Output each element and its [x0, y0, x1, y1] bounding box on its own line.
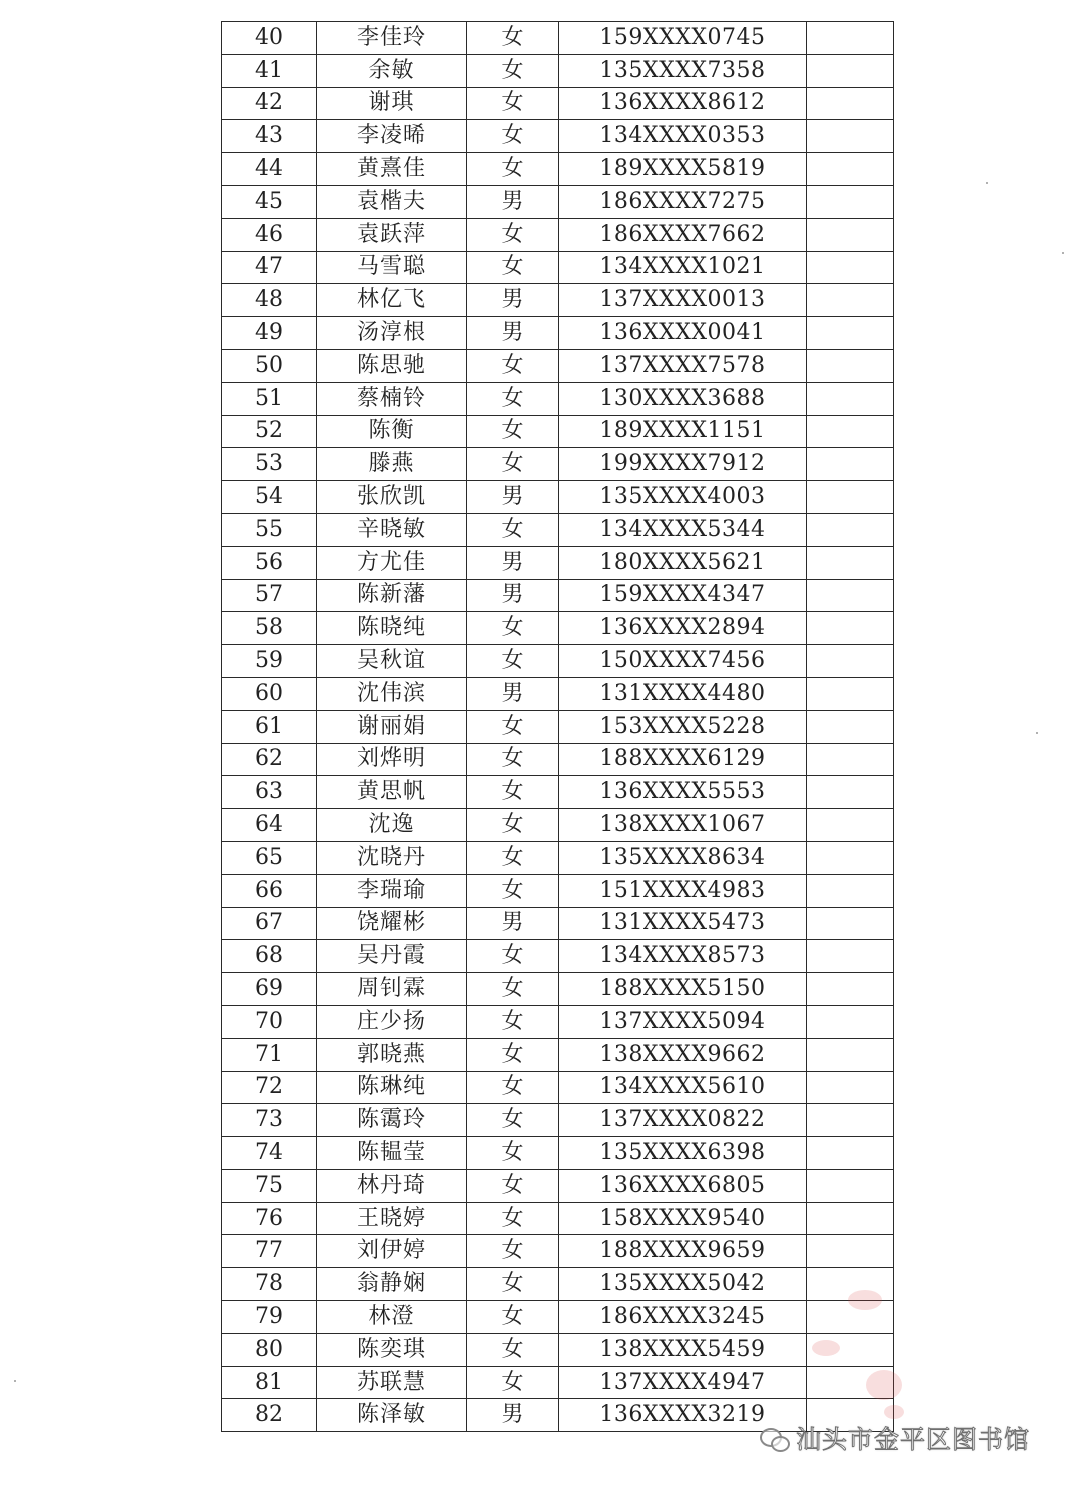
- table-row: [222, 1235, 894, 1268]
- scan-speck: [986, 182, 988, 184]
- gender-cell: 女: [467, 1104, 559, 1137]
- remarks-cell: [807, 317, 894, 350]
- table-row: [222, 1071, 894, 1104]
- remarks-cell: [807, 1202, 894, 1235]
- name-cell: 黄思帆: [317, 776, 467, 809]
- row-number-cell: 47: [222, 251, 317, 284]
- row-number-cell: 72: [222, 1071, 317, 1104]
- table-row: [222, 677, 894, 710]
- row-number-cell: 78: [222, 1268, 317, 1301]
- remarks-cell: [807, 22, 894, 55]
- name-cell: 林澄: [317, 1301, 467, 1334]
- remarks-cell: [807, 874, 894, 907]
- row-number-cell: 81: [222, 1366, 317, 1399]
- gender-cell: 女: [467, 1301, 559, 1334]
- gender-cell: 男: [467, 546, 559, 579]
- name-cell: 李佳玲: [317, 22, 467, 55]
- gender-cell: 女: [467, 1038, 559, 1071]
- phone-cell: 153XXXX5228: [559, 710, 807, 743]
- table-row: [222, 1268, 894, 1301]
- phone-cell: 135XXXX7358: [559, 54, 807, 87]
- table-row: [222, 415, 894, 448]
- row-number-cell: 45: [222, 185, 317, 218]
- remarks-cell: [807, 677, 894, 710]
- gender-cell: 女: [467, 1202, 559, 1235]
- row-number-cell: 73: [222, 1104, 317, 1137]
- table-row: [222, 874, 894, 907]
- roster-table-body: [222, 22, 894, 1432]
- name-cell: 陈衡: [317, 415, 467, 448]
- name-cell: 郭晓燕: [317, 1038, 467, 1071]
- remarks-cell: [807, 1169, 894, 1202]
- row-number-cell: 69: [222, 973, 317, 1006]
- name-cell: 吴秋谊: [317, 645, 467, 678]
- row-number-cell: 56: [222, 546, 317, 579]
- gender-cell: 女: [467, 841, 559, 874]
- row-number-cell: 57: [222, 579, 317, 612]
- phone-cell: 150XXXX7456: [559, 645, 807, 678]
- phone-cell: 134XXXX5344: [559, 513, 807, 546]
- row-number-cell: 80: [222, 1333, 317, 1366]
- phone-cell: 188XXXX5150: [559, 973, 807, 1006]
- stamp-residue: [866, 1370, 902, 1400]
- gender-cell: 女: [467, 22, 559, 55]
- table-row: [222, 317, 894, 350]
- phone-cell: 159XXXX4347: [559, 579, 807, 612]
- table-row: [222, 513, 894, 546]
- table-row: [222, 349, 894, 382]
- remarks-cell: [807, 1235, 894, 1268]
- phone-cell: 136XXXX8612: [559, 87, 807, 120]
- table-row: [222, 284, 894, 317]
- name-cell: 林丹琦: [317, 1169, 467, 1202]
- phone-cell: 186XXXX7662: [559, 218, 807, 251]
- phone-cell: 180XXXX5621: [559, 546, 807, 579]
- stamp-residue: [848, 1290, 882, 1310]
- remarks-cell: [807, 645, 894, 678]
- name-cell: 辛晓敏: [317, 513, 467, 546]
- row-number-cell: 75: [222, 1169, 317, 1202]
- phone-cell: 151XXXX4983: [559, 874, 807, 907]
- name-cell: 李瑞瑜: [317, 874, 467, 907]
- row-number-cell: 48: [222, 284, 317, 317]
- phone-cell: 131XXXX5473: [559, 907, 807, 940]
- row-number-cell: 70: [222, 1005, 317, 1038]
- name-cell: 谢琪: [317, 87, 467, 120]
- gender-cell: 女: [467, 120, 559, 153]
- gender-cell: 女: [467, 973, 559, 1006]
- remarks-cell: [807, 284, 894, 317]
- name-cell: 陈泽敏: [317, 1399, 467, 1432]
- gender-cell: 男: [467, 185, 559, 218]
- table-row: [222, 710, 894, 743]
- gender-cell: 女: [467, 448, 559, 481]
- table-row: [222, 1104, 894, 1137]
- phone-cell: 134XXXX5610: [559, 1071, 807, 1104]
- remarks-cell: [807, 185, 894, 218]
- row-number-cell: 76: [222, 1202, 317, 1235]
- row-number-cell: 82: [222, 1399, 317, 1432]
- name-cell: 黄熹佳: [317, 153, 467, 186]
- phone-cell: 135XXXX6398: [559, 1137, 807, 1170]
- table-row: [222, 1005, 894, 1038]
- remarks-cell: [807, 546, 894, 579]
- phone-cell: 130XXXX3688: [559, 382, 807, 415]
- table-row: [222, 612, 894, 645]
- table-row: [222, 907, 894, 940]
- remarks-cell: [807, 349, 894, 382]
- gender-cell: 男: [467, 481, 559, 514]
- gender-cell: 男: [467, 579, 559, 612]
- gender-cell: 女: [467, 1366, 559, 1399]
- table-row: [222, 743, 894, 776]
- remarks-cell: [807, 710, 894, 743]
- table-row: [222, 448, 894, 481]
- gender-cell: 女: [467, 809, 559, 842]
- phone-cell: 158XXXX9540: [559, 1202, 807, 1235]
- table-row: [222, 1137, 894, 1170]
- row-number-cell: 60: [222, 677, 317, 710]
- row-number-cell: 62: [222, 743, 317, 776]
- name-cell: 汤淳根: [317, 317, 467, 350]
- gender-cell: 女: [467, 382, 559, 415]
- gender-cell: 女: [467, 645, 559, 678]
- row-number-cell: 74: [222, 1137, 317, 1170]
- gender-cell: 女: [467, 349, 559, 382]
- phone-cell: 131XXXX4480: [559, 677, 807, 710]
- phone-cell: 159XXXX0745: [559, 22, 807, 55]
- phone-cell: 138XXXX5459: [559, 1333, 807, 1366]
- row-number-cell: 65: [222, 841, 317, 874]
- row-number-cell: 40: [222, 22, 317, 55]
- gender-cell: 女: [467, 1137, 559, 1170]
- table-row: [222, 546, 894, 579]
- row-number-cell: 46: [222, 218, 317, 251]
- row-number-cell: 44: [222, 153, 317, 186]
- gender-cell: 女: [467, 87, 559, 120]
- name-cell: 张欣凯: [317, 481, 467, 514]
- name-cell: 沈伟滨: [317, 677, 467, 710]
- table-row: [222, 1169, 894, 1202]
- name-cell: 吴丹霞: [317, 940, 467, 973]
- gender-cell: 女: [467, 612, 559, 645]
- wechat-icon: [760, 1424, 788, 1452]
- remarks-cell: [807, 218, 894, 251]
- table-row: [222, 940, 894, 973]
- phone-cell: 136XXXX6805: [559, 1169, 807, 1202]
- remarks-cell: [807, 1071, 894, 1104]
- table-row: [222, 87, 894, 120]
- table-row: [222, 841, 894, 874]
- name-cell: 庄少扬: [317, 1005, 467, 1038]
- name-cell: 苏联慧: [317, 1366, 467, 1399]
- row-number-cell: 66: [222, 874, 317, 907]
- name-cell: 陈晓纯: [317, 612, 467, 645]
- name-cell: 陈琳纯: [317, 1071, 467, 1104]
- remarks-cell: [807, 907, 894, 940]
- table-row: [222, 645, 894, 678]
- watermark-text: 汕头市金平区图书馆: [796, 1425, 1031, 1454]
- row-number-cell: 52: [222, 415, 317, 448]
- gender-cell: 男: [467, 1399, 559, 1432]
- remarks-cell: [807, 1005, 894, 1038]
- phone-cell: 138XXXX1067: [559, 809, 807, 842]
- table-row: [222, 153, 894, 186]
- row-number-cell: 77: [222, 1235, 317, 1268]
- source-watermark: [760, 1418, 1030, 1458]
- name-cell: 方尤佳: [317, 546, 467, 579]
- remarks-cell: [807, 579, 894, 612]
- phone-cell: 136XXXX0041: [559, 317, 807, 350]
- gender-cell: 女: [467, 415, 559, 448]
- stamp-residue: [812, 1340, 840, 1356]
- scan-speck: [14, 1380, 16, 1382]
- scan-speck: [1036, 732, 1038, 734]
- gender-cell: 女: [467, 218, 559, 251]
- remarks-cell: [807, 382, 894, 415]
- name-cell: 饶耀彬: [317, 907, 467, 940]
- row-number-cell: 50: [222, 349, 317, 382]
- phone-cell: 137XXXX0013: [559, 284, 807, 317]
- row-number-cell: 71: [222, 1038, 317, 1071]
- table-row: [222, 809, 894, 842]
- gender-cell: 男: [467, 907, 559, 940]
- phone-cell: 136XXXX5553: [559, 776, 807, 809]
- phone-cell: 137XXXX5094: [559, 1005, 807, 1038]
- remarks-cell: [807, 513, 894, 546]
- name-cell: 沈晓丹: [317, 841, 467, 874]
- phone-cell: 188XXXX9659: [559, 1235, 807, 1268]
- table-row: [222, 1202, 894, 1235]
- row-number-cell: 49: [222, 317, 317, 350]
- remarks-cell: [807, 54, 894, 87]
- name-cell: 陈韫莹: [317, 1137, 467, 1170]
- gender-cell: 女: [467, 1005, 559, 1038]
- remarks-cell: [807, 743, 894, 776]
- name-cell: 刘伊婷: [317, 1235, 467, 1268]
- table-row: [222, 22, 894, 55]
- row-number-cell: 41: [222, 54, 317, 87]
- phone-cell: 186XXXX7275: [559, 185, 807, 218]
- name-cell: 刘烨明: [317, 743, 467, 776]
- name-cell: 翁静娴: [317, 1268, 467, 1301]
- gender-cell: 女: [467, 1268, 559, 1301]
- name-cell: 余敏: [317, 54, 467, 87]
- name-cell: 周钊霖: [317, 973, 467, 1006]
- phone-cell: 186XXXX3245: [559, 1301, 807, 1334]
- table-row: [222, 120, 894, 153]
- phone-cell: 137XXXX7578: [559, 349, 807, 382]
- name-cell: 谢丽娟: [317, 710, 467, 743]
- scan-speck: [1062, 252, 1064, 254]
- remarks-cell: [807, 87, 894, 120]
- phone-cell: 199XXXX7912: [559, 448, 807, 481]
- gender-cell: 女: [467, 940, 559, 973]
- table-row: [222, 481, 894, 514]
- table-row: [222, 1038, 894, 1071]
- gender-cell: 男: [467, 677, 559, 710]
- remarks-cell: [807, 809, 894, 842]
- table-row: [222, 54, 894, 87]
- remarks-cell: [807, 612, 894, 645]
- name-cell: 李凌晞: [317, 120, 467, 153]
- row-number-cell: 42: [222, 87, 317, 120]
- remarks-cell: [807, 973, 894, 1006]
- gender-cell: 女: [467, 1333, 559, 1366]
- table-row: [222, 1366, 894, 1399]
- gender-cell: 女: [467, 54, 559, 87]
- table-row: [222, 1333, 894, 1366]
- stamp-residue: [884, 1405, 904, 1419]
- name-cell: 滕燕: [317, 448, 467, 481]
- row-number-cell: 51: [222, 382, 317, 415]
- name-cell: 陈思驰: [317, 349, 467, 382]
- table-row: [222, 251, 894, 284]
- remarks-cell: [807, 1038, 894, 1071]
- remarks-cell: [807, 1137, 894, 1170]
- phone-cell: 135XXXX8634: [559, 841, 807, 874]
- gender-cell: 女: [467, 1169, 559, 1202]
- phone-cell: 134XXXX0353: [559, 120, 807, 153]
- row-number-cell: 54: [222, 481, 317, 514]
- table-row: [222, 185, 894, 218]
- table-row: [222, 579, 894, 612]
- row-number-cell: 55: [222, 513, 317, 546]
- gender-cell: 女: [467, 251, 559, 284]
- table-row: [222, 382, 894, 415]
- phone-cell: 188XXXX6129: [559, 743, 807, 776]
- name-cell: 袁跃萍: [317, 218, 467, 251]
- table-row: [222, 218, 894, 251]
- remarks-cell: [807, 415, 894, 448]
- name-cell: 陈奕琪: [317, 1333, 467, 1366]
- phone-cell: 137XXXX4947: [559, 1366, 807, 1399]
- phone-cell: 135XXXX4003: [559, 481, 807, 514]
- name-cell: 蔡楠铃: [317, 382, 467, 415]
- table-row: [222, 973, 894, 1006]
- phone-cell: 136XXXX2894: [559, 612, 807, 645]
- row-number-cell: 64: [222, 809, 317, 842]
- name-cell: 马雪聪: [317, 251, 467, 284]
- phone-cell: 189XXXX1151: [559, 415, 807, 448]
- name-cell: 沈逸: [317, 809, 467, 842]
- remarks-cell: [807, 940, 894, 973]
- gender-cell: 男: [467, 317, 559, 350]
- gender-cell: 女: [467, 1071, 559, 1104]
- phone-cell: 189XXXX5819: [559, 153, 807, 186]
- row-number-cell: 79: [222, 1301, 317, 1334]
- name-cell: 林亿飞: [317, 284, 467, 317]
- gender-cell: 女: [467, 874, 559, 907]
- gender-cell: 女: [467, 743, 559, 776]
- name-cell: 陈新藩: [317, 579, 467, 612]
- row-number-cell: 58: [222, 612, 317, 645]
- remarks-cell: [807, 1104, 894, 1137]
- gender-cell: 男: [467, 284, 559, 317]
- phone-cell: 134XXXX1021: [559, 251, 807, 284]
- row-number-cell: 43: [222, 120, 317, 153]
- phone-cell: 134XXXX8573: [559, 940, 807, 973]
- remarks-cell: [807, 841, 894, 874]
- row-number-cell: 63: [222, 776, 317, 809]
- remarks-cell: [807, 153, 894, 186]
- remarks-cell: [807, 448, 894, 481]
- gender-cell: 女: [467, 710, 559, 743]
- name-cell: 王晓婷: [317, 1202, 467, 1235]
- phone-cell: 137XXXX0822: [559, 1104, 807, 1137]
- gender-cell: 女: [467, 513, 559, 546]
- phone-cell: 136XXXX3219: [559, 1399, 807, 1432]
- remarks-cell: [807, 481, 894, 514]
- table-row: [222, 776, 894, 809]
- remarks-cell: [807, 776, 894, 809]
- roster-table: [221, 21, 894, 1432]
- gender-cell: 女: [467, 1235, 559, 1268]
- name-cell: 袁楷夫: [317, 185, 467, 218]
- gender-cell: 女: [467, 776, 559, 809]
- table-row: [222, 1301, 894, 1334]
- phone-cell: 138XXXX9662: [559, 1038, 807, 1071]
- remarks-cell: [807, 251, 894, 284]
- gender-cell: 女: [467, 153, 559, 186]
- remarks-cell: [807, 120, 894, 153]
- row-number-cell: 68: [222, 940, 317, 973]
- row-number-cell: 67: [222, 907, 317, 940]
- row-number-cell: 53: [222, 448, 317, 481]
- phone-cell: 135XXXX5042: [559, 1268, 807, 1301]
- row-number-cell: 61: [222, 710, 317, 743]
- name-cell: 陈霭玲: [317, 1104, 467, 1137]
- row-number-cell: 59: [222, 645, 317, 678]
